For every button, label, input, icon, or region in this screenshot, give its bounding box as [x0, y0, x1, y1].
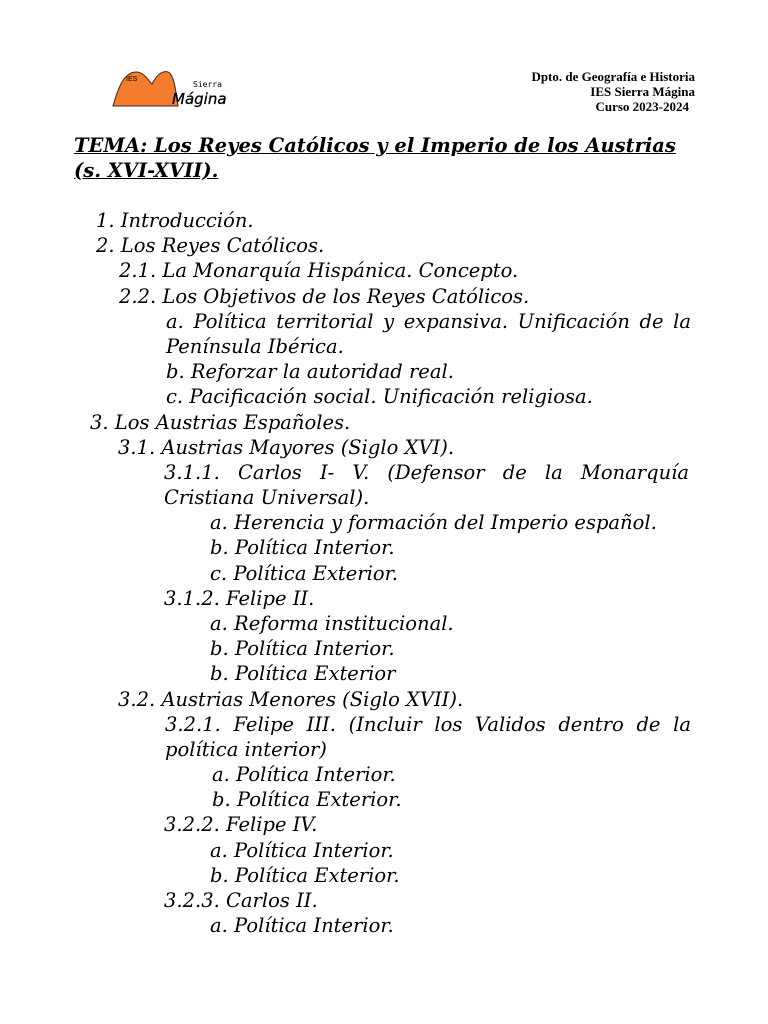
- outline-item: 1. Introducción.: [96, 209, 254, 232]
- outline-item: c. Pacificación social. Unificación religiosa.: [166, 385, 593, 408]
- logo-word-main: Mágina: [172, 90, 227, 108]
- mountain-shape: [113, 72, 178, 106]
- outline-item: 2.1. La Monarquía Hispánica. Concepto.: [119, 259, 519, 282]
- outline-item: 3.2.2. Felipe IV.: [164, 813, 318, 836]
- document-title: [74, 133, 694, 183]
- outline-item: a. Herencia y formación del Imperio español.: [210, 511, 657, 534]
- outline-item: b. Reforzar la autoridad real.: [166, 360, 454, 383]
- title-line-1: TEMA: Los Reyes Católicos y el Imperio de los Austrias: [74, 134, 676, 157]
- outline-item: 3.1.2. Felipe II.: [164, 587, 315, 610]
- outline-item: a. Política Interior.: [212, 763, 396, 786]
- outline-item: c. Política Exterior.: [210, 562, 398, 585]
- outline-item: b. Política Interior.: [210, 637, 395, 660]
- logo-prefix: IES: [126, 76, 138, 83]
- department-label: Dpto. de Geografía e Historia: [531, 69, 695, 84]
- outline-item: a. Política territorial y expansiva. Unificación de la Península Ibérica.: [166, 310, 691, 358]
- outline-item: a. Política Interior.: [210, 914, 394, 937]
- outline-item: 2.2. Los Objetivos de los Reyes Católicos.: [119, 285, 530, 308]
- outline-item: a. Reforma institucional.: [210, 612, 454, 635]
- outline-item: a. Política Interior.: [210, 839, 394, 862]
- course-label: Curso 2023-2024: [595, 99, 689, 114]
- outline-item: 3. Los Austrias Españoles.: [90, 411, 351, 434]
- school-label: IES Sierra Mágina: [590, 84, 695, 99]
- outline-item: 3.1. Austrias Mayores (Siglo XVI).: [118, 436, 455, 459]
- outline-item: 3.2. Austrias Menores (Siglo XVII).: [118, 688, 464, 711]
- logo-word-top: Sierra: [193, 80, 222, 89]
- document-header: [531, 69, 695, 114]
- outline-item: b. Política Exterior.: [212, 788, 402, 811]
- title-line-2: (s. XVI-XVII).: [74, 159, 219, 182]
- outline-item: 2. Los Reyes Católicos.: [96, 234, 325, 257]
- outline-item: b. Política Exterior: [210, 662, 396, 685]
- outline-item: 3.1.1. Carlos I- V. (Defensor de la Monarquía Cristiana Universal).: [164, 461, 689, 509]
- outline-item: 3.2.3. Carlos II.: [164, 889, 318, 912]
- outline-item: b. Política Interior.: [210, 536, 395, 559]
- outline-item: 3.2.1. Felipe III. (Incluir los Validos dentro de la política interior): [165, 713, 691, 761]
- school-logo: [110, 66, 236, 114]
- outline-item: b. Política Exterior.: [210, 864, 400, 887]
